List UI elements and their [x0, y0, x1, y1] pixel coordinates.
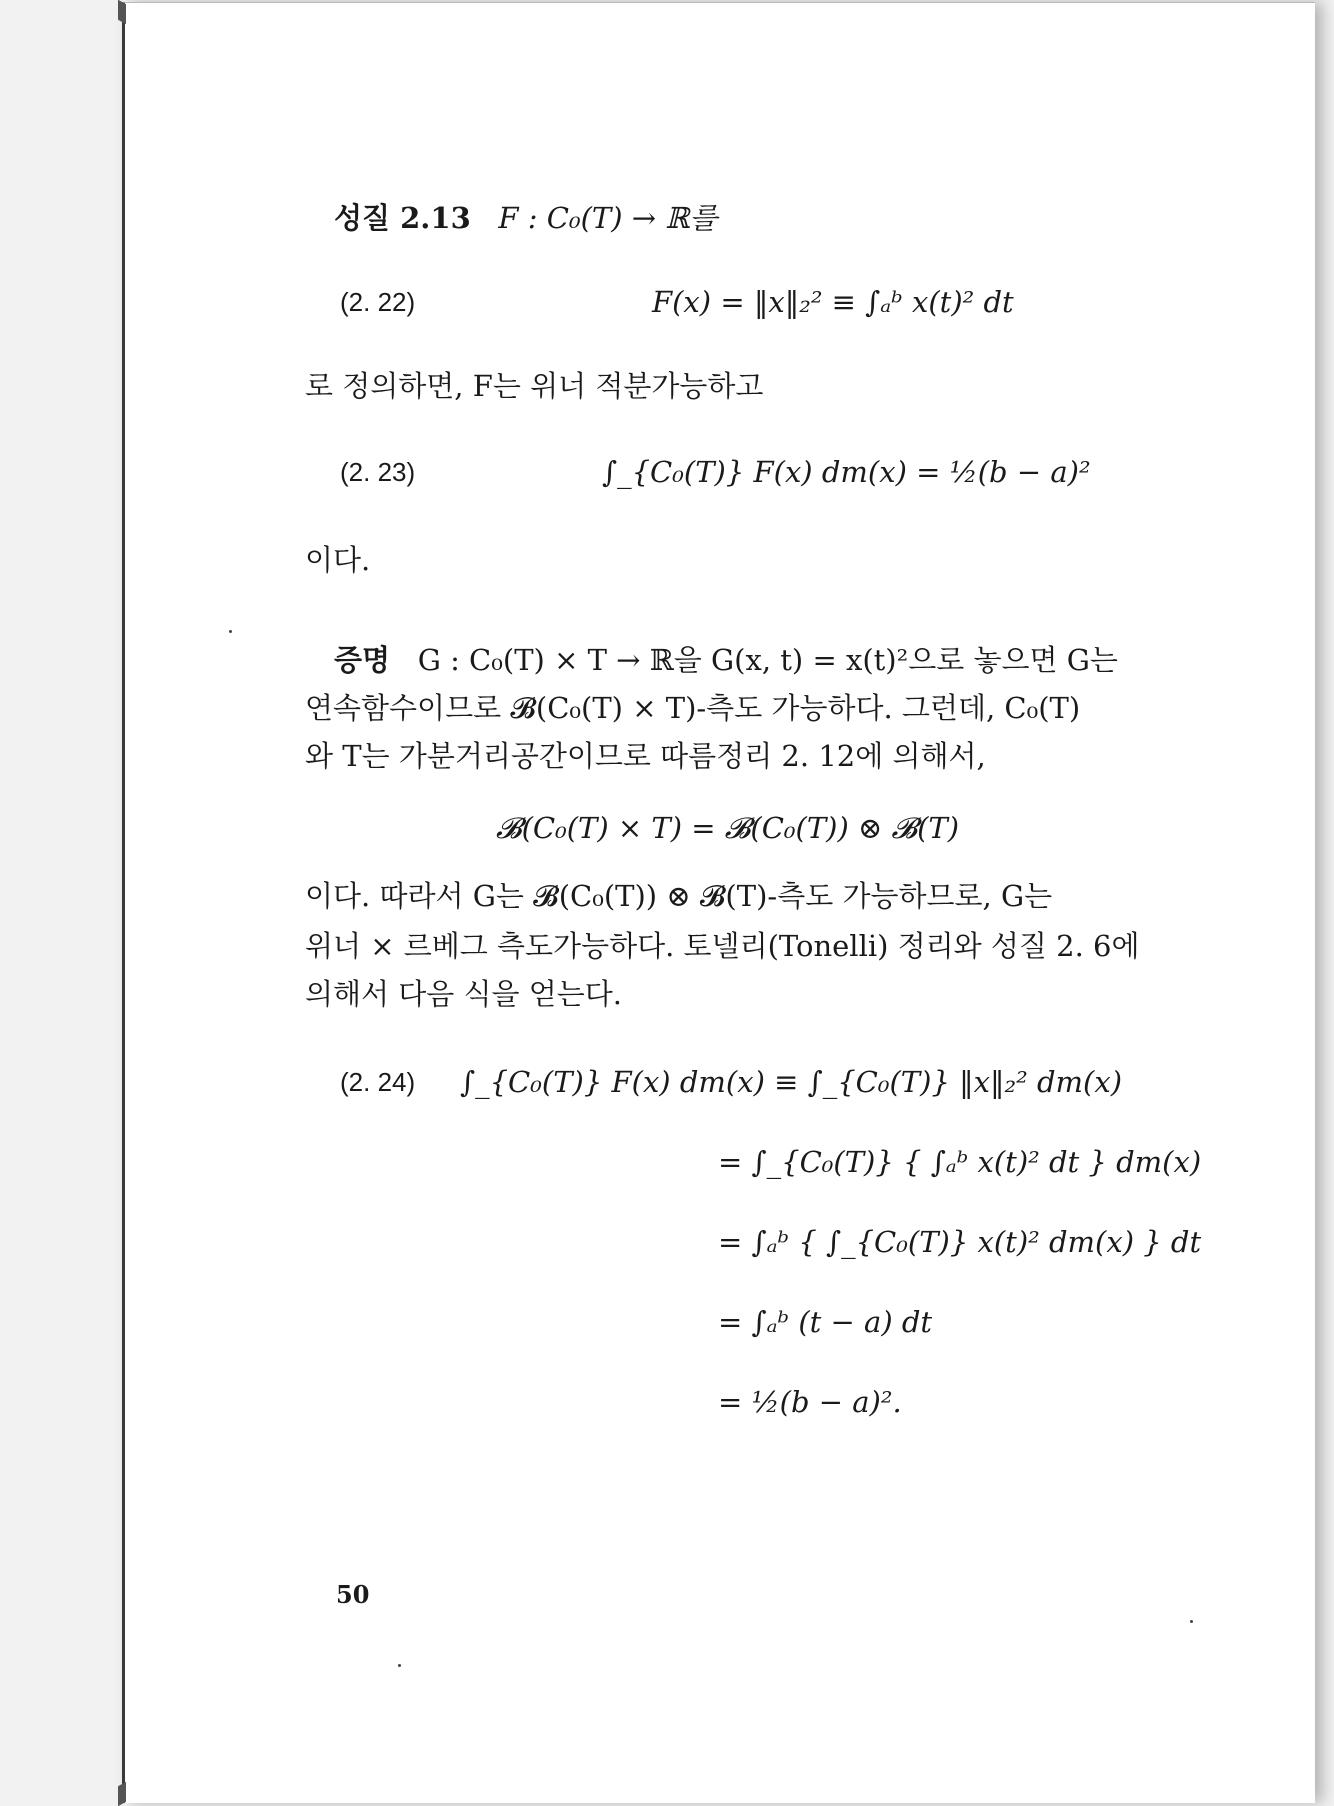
page-corner-top [118, 0, 126, 24]
proof-line-3: 와 T는 가분거리공간이므로 따름정리 2. 12에 의해서, [305, 739, 986, 773]
proof-display-equation: 𝓑(C₀(T) × T) = 𝓑(C₀(T)) ⊗ 𝓑(T) [496, 811, 960, 845]
eq-2-22-number: (2. 22) [340, 287, 416, 317]
page-number: 50 [336, 1580, 370, 1609]
speck [1190, 1620, 1193, 1623]
eq-2-24-lhs: ∫_{C₀(T)} F(x) dm(x) ≡ ∫_{C₀(T)} ‖x‖₂² dm(x) [460, 1065, 1123, 1099]
text-line-after-2-22: 로 정의하면, F는 위너 적분가능하고 [305, 369, 764, 403]
property-line [334, 198, 717, 238]
eq-2-24-step-4: = ½(b − a)². [718, 1385, 902, 1419]
eq-2-23-number: (2. 23) [340, 457, 416, 487]
property-heading: 성질 2.13 [334, 201, 471, 235]
proof-line-2: 연속함수이므로 𝓑(C₀(T) × T)-측도 가능하다. 그런데, C₀(T) [305, 691, 1081, 725]
eq-2-23-formula: ∫_{C₀(T)} F(x) dm(x) = ½(b − a)² [602, 455, 1091, 489]
eq-2-22-formula: F(x) = ‖x‖₂² ≡ ∫ₐᵇ x(t)² dt [652, 285, 1014, 319]
proof-heading: 증명 [334, 643, 391, 677]
proof-line-4: 이다. 따라서 G는 𝓑(C₀(T)) ⊗ 𝓑(T)-측도 가능하므로, G는 [305, 879, 1053, 913]
page-corner-bottom [118, 1782, 126, 1806]
property-statement: F : C₀(T) → ℝ를 [498, 201, 718, 235]
eq-2-24-step-3: = ∫ₐᵇ (t − a) dt [718, 1305, 933, 1339]
proof-line-1 [334, 640, 1118, 680]
text-line-after-2-23: 이다. [305, 543, 371, 577]
eq-2-24-step-1: = ∫_{C₀(T)} { ∫ₐᵇ x(t)² dt } dm(x) [718, 1145, 1202, 1179]
proof-text-1: G : C₀(T) × T → ℝ을 G(x, t) = x(t)²으로 놓으면 G는 [417, 643, 1118, 677]
proof-line-6: 의해서 다음 식을 얻는다. [305, 977, 623, 1011]
speck [398, 1664, 401, 1667]
eq-2-24-step-2: = ∫ₐᵇ { ∫_{C₀(T)} x(t)² dm(x) } dt [718, 1225, 1202, 1259]
speck [229, 630, 232, 633]
eq-2-24-number: (2. 24) [340, 1067, 416, 1097]
proof-line-5: 위너 × 르베그 측도가능하다. 토넬리(Tonelli) 정리와 성질 2. 6에 [305, 929, 1140, 963]
